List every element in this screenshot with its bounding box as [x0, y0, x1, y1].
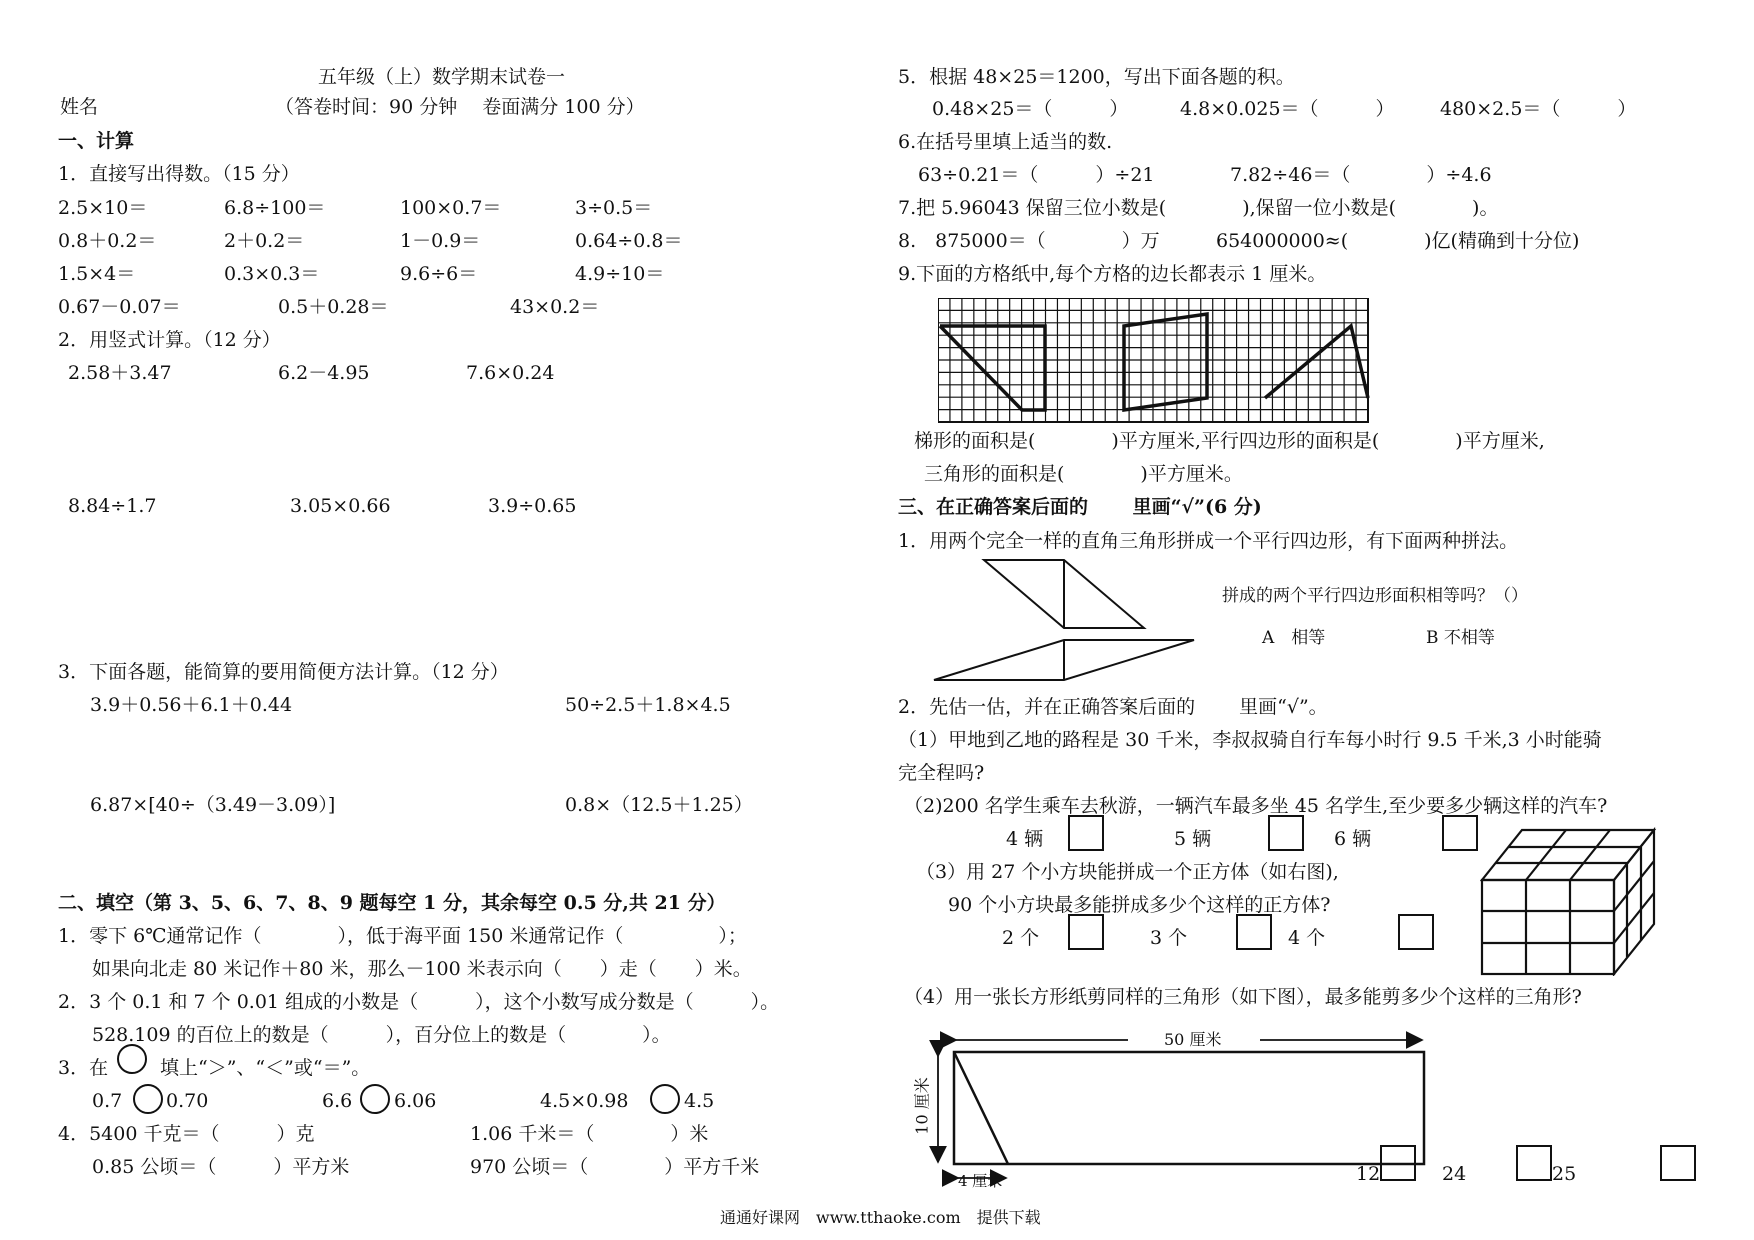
- rect-height-label: 10 厘米: [912, 1077, 932, 1135]
- compare-left: 6.6: [322, 1090, 353, 1112]
- section3-heading: 三、在正确答案后面的 里画“√”(6 分): [898, 496, 1262, 518]
- s1-q2-heading: 2．用竖式计算。（12 分）: [58, 329, 281, 351]
- s2-q6-line1: 6.在括号里填上适当的数.: [898, 131, 1113, 153]
- answer-option: 3 个: [1150, 927, 1188, 949]
- answer-checkbox[interactable]: [1516, 1145, 1552, 1181]
- s2-q8-b: 654000000≈( )亿(精确到十分位): [1216, 230, 1580, 252]
- oral-calc-item: 43×0.2＝: [510, 296, 600, 318]
- answer-checkbox[interactable]: [1268, 815, 1304, 851]
- grid-figure: [938, 298, 1370, 424]
- simplify-item: 50÷2.5＋1.8×4.5: [565, 694, 731, 716]
- simplify-item: 0.8×（12.5＋1.25）: [565, 794, 753, 816]
- answer-option: 2 个: [1002, 927, 1040, 949]
- answer-option: 25: [1552, 1163, 1577, 1185]
- s2-q9-ans1: 梯形的面积是( )平方厘米,平行四边形的面积是( )平方厘米,: [914, 430, 1545, 452]
- answer-checkbox[interactable]: [1068, 914, 1104, 950]
- answer-checkbox[interactable]: [1236, 914, 1272, 950]
- oral-calc-item: 100×0.7＝: [400, 197, 502, 219]
- simplify-item: 3.9＋0.56＋6.1＋0.44: [90, 694, 293, 716]
- oral-calc-item: 0.5＋0.28＝: [278, 296, 389, 318]
- s2-q2-line2: 528.109 的百位上的数是（ ），百分位上的数是（ ）。: [92, 1024, 671, 1046]
- s2-q4-item: 970 公顷＝（ ）平方千米: [470, 1156, 760, 1178]
- oral-calc-item: 2.5×10＝: [58, 197, 148, 219]
- oral-calc-item: 0.67－0.07＝: [58, 296, 181, 318]
- s1-q3-heading: 3．下面各题，能简算的要用简便方法计算。（12 分）: [58, 661, 509, 683]
- section1-heading: 一、计算: [58, 130, 135, 152]
- s3-sub1-line2: 完全程吗?: [898, 762, 985, 784]
- oral-calc-item: 1.5×4＝: [58, 263, 136, 285]
- footer-text: 通通好课网 www.tthaoke.com 提供下载: [720, 1208, 1041, 1227]
- s2-q4-item: 1.06 千米＝（ ）米: [470, 1123, 709, 1145]
- s3-sub2: （2)200 名学生乘车去秋游，一辆汽车最多坐 45 名学生,至少要多少辆这样的汽车?: [904, 795, 1608, 817]
- answer-checkbox[interactable]: [1442, 815, 1478, 851]
- cube-figure: [1480, 826, 1660, 976]
- s2-q5-item: 480×2.5＝（ ）: [1440, 98, 1637, 120]
- s2-q5-item: 4.8×0.025＝（ ）: [1180, 98, 1395, 120]
- vertical-calc-item: 2.58＋3.47: [68, 362, 172, 384]
- compare-left: 4.5×0.98: [540, 1090, 629, 1112]
- answer-option: 5 辆: [1174, 828, 1212, 850]
- oral-calc-item: 1－0.9＝: [400, 230, 481, 252]
- s3-q1: 1．用两个完全一样的直角三角形拼成一个平行四边形，有下面两种拼法。: [898, 530, 1519, 552]
- s2-q9: 9.下面的方格纸中,每个方格的边长都表示 1 厘米。: [898, 263, 1327, 285]
- s2-q7: 7.把 5.96043 保留三位小数是( ),保留一位小数是( )。: [898, 197, 1499, 219]
- simplify-item: 6.87×[40÷（3.49－3.09）]: [90, 794, 336, 816]
- s2-q1-line2: 如果向北走 80 米记作＋80 米，那么－100 米表示向（ ）走（ ）米。: [92, 958, 752, 980]
- compare-circle[interactable]: [650, 1084, 680, 1114]
- s3-q2: 2．先估一估，并在正确答案后面的 里画“√”。: [898, 696, 1328, 718]
- answer-option: 6 辆: [1334, 828, 1372, 850]
- s2-q4-item: 4．5400 千克＝（ ）克: [58, 1123, 315, 1145]
- s2-q5-item: 0.48×25＝（ ）: [932, 98, 1129, 120]
- answer-option: 12: [1356, 1163, 1381, 1185]
- s2-q9-ans2: 三角形的面积是( )平方厘米。: [924, 463, 1243, 485]
- vertical-calc-item: 7.6×0.24: [466, 362, 555, 384]
- vertical-calc-item: 6.2－4.95: [278, 362, 370, 384]
- oral-calc-item: 3÷0.5＝: [575, 197, 653, 219]
- answer-checkbox[interactable]: [1068, 815, 1104, 851]
- s2-q6-item: 7.82÷46＝（ ）÷4.6: [1230, 164, 1492, 186]
- oral-calc-item: 6.8÷100＝: [224, 197, 326, 219]
- name-label: 姓名: [60, 96, 99, 118]
- s3-sub1-line1: （1）甲地到乙地的路程是 30 千米，李叔叔骑自行车每小时行 9.5 千米,3 小时能骑: [898, 729, 1602, 751]
- s1-q1-heading: 1．直接写出得数。（15 分）: [58, 163, 300, 185]
- compare-circle[interactable]: [117, 1044, 147, 1074]
- vertical-calc-item: 8.84÷1.7: [68, 495, 157, 517]
- option-a: A 相等: [1262, 628, 1326, 648]
- compare-right: 0.70: [166, 1090, 209, 1112]
- oral-calc-item: 0.3×0.3＝: [224, 263, 320, 285]
- answer-option: 24: [1442, 1163, 1467, 1185]
- compare-right: 4.5: [684, 1090, 715, 1112]
- s2-q2-line1: 2．3 个 0.1 和 7 个 0.01 组成的小数是（ ），这个小数写成分数是（ ）。: [58, 991, 780, 1013]
- vertical-calc-item: 3.05×0.66: [290, 495, 391, 517]
- compare-left: 0.7: [92, 1090, 123, 1112]
- s3-sub3-line2: 90 个小方块最多能拼成多少个这样的正方体?: [948, 894, 1331, 916]
- oral-calc-item: 9.6÷6＝: [400, 263, 478, 285]
- s3-sub3-line1: （3）用 27 个小方块能拼成一个正方体（如右图),: [916, 861, 1339, 883]
- oral-calc-item: 4.9÷10＝: [575, 263, 665, 285]
- exam-title: 五年级（上）数学期末试卷一: [318, 66, 566, 88]
- exam-info: （答卷时间：90 分钟 卷面满分 100 分）: [275, 96, 645, 118]
- compare-right: 6.06: [394, 1090, 437, 1112]
- oral-calc-item: 0.64÷0.8＝: [575, 230, 683, 252]
- s2-q4-item: 0.85 公顷＝（ ）平方米: [92, 1156, 350, 1178]
- answer-checkbox[interactable]: [1660, 1145, 1696, 1181]
- answer-option: 4 辆: [1006, 828, 1044, 850]
- s2-q1-line1: 1．零下 6℃通常记作（ ），低于海平面 150 米通常记作（ ）；: [58, 925, 747, 947]
- s2-q5-line1: 5．根据 48×25＝1200，写出下面各题的积。: [898, 66, 1295, 88]
- s3-sub4: （4）用一张长方形纸剪同样的三角形（如下图），最多能剪多少个这样的三角形?: [904, 986, 1582, 1008]
- s2-q8-a: 8. 875000＝（ ）万: [898, 230, 1160, 252]
- parallelogram-figures: [930, 556, 1200, 686]
- answer-option: 4 个: [1288, 927, 1326, 949]
- s3-q1-question: 拼成的两个平行四边形面积相等吗？（）: [1222, 586, 1528, 606]
- oral-calc-item: 2＋0.2＝: [224, 230, 305, 252]
- option-b: B 不相等: [1426, 628, 1495, 648]
- rect-length-label: 50 厘米: [1164, 1030, 1222, 1049]
- s2-q3-prefix: 3．在: [58, 1057, 109, 1079]
- s2-q6-item: 63÷0.21＝（ ）÷21: [918, 164, 1155, 186]
- answer-checkbox[interactable]: [1398, 914, 1434, 950]
- vertical-calc-item: 3.9÷0.65: [488, 495, 577, 517]
- section2-heading: 二、填空（第 3、5、6、7、8、9 题每空 1 分，其余每空 0.5 分,共 21 分）: [58, 892, 726, 914]
- answer-checkbox[interactable]: [1380, 1145, 1416, 1181]
- s2-q3-suffix: 填上“＞”、“＜”或“＝”。: [160, 1057, 371, 1079]
- compare-circle[interactable]: [360, 1084, 390, 1114]
- compare-circle[interactable]: [133, 1084, 163, 1114]
- oral-calc-item: 0.8＋0.2＝: [58, 230, 157, 252]
- triangle-base-label: 4 厘米: [958, 1172, 1003, 1190]
